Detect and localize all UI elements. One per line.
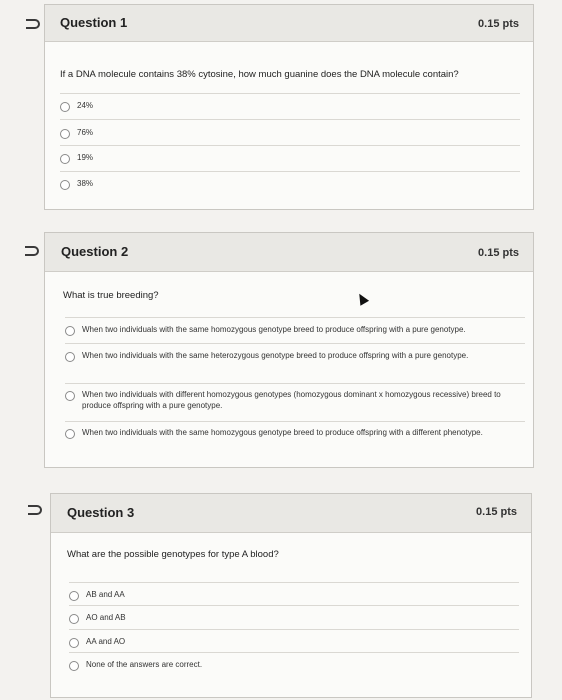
radio-button[interactable] (65, 326, 75, 336)
option-label: When two individuals with different homozygous genotypes (homozygous dominant x homozygous recessive) breed to produce offspring with a pure genotype. (82, 390, 501, 410)
radio-button[interactable] (69, 661, 79, 671)
question-3-flag-icon[interactable] (28, 505, 42, 515)
question-1-prompt: If a DNA molecule contains 38% cytosine, how much guanine does the DNA molecule contain? (60, 69, 459, 80)
radio-button[interactable] (65, 352, 75, 362)
radio-button[interactable] (60, 129, 70, 139)
question-2-card (44, 232, 534, 468)
option-label: AA and AO (86, 637, 126, 646)
question-1-card (44, 4, 534, 210)
question-2-option-3[interactable] (65, 383, 525, 419)
radio-button[interactable] (60, 154, 70, 164)
question-3-points: 0.15 pts (476, 506, 517, 518)
radio-button[interactable] (69, 638, 79, 648)
question-1-flag-icon[interactable] (26, 19, 40, 29)
question-2-points: 0.15 pts (478, 247, 519, 259)
option-label: AO and AB (86, 613, 126, 622)
option-label: None of the answers are correct. (86, 660, 203, 669)
question-1-option-4[interactable] (60, 171, 520, 195)
question-3-option-2[interactable] (69, 605, 519, 627)
option-label: 76% (77, 128, 94, 137)
question-1-option-3[interactable] (60, 145, 520, 169)
radio-button[interactable] (65, 391, 75, 401)
radio-button[interactable] (65, 429, 75, 439)
option-label: AB and AA (86, 590, 125, 599)
radio-button[interactable] (69, 591, 79, 601)
question-2-prompt: What is true breeding? (63, 290, 159, 301)
question-2-option-2[interactable] (65, 343, 525, 379)
question-3-title: Question 3 (67, 505, 135, 520)
question-3-prompt: What are the possible genotypes for type A blood? (67, 549, 279, 560)
question-1-points: 0.15 pts (478, 18, 519, 30)
radio-button[interactable] (60, 180, 70, 190)
radio-button[interactable] (69, 614, 79, 624)
option-label: 38% (77, 179, 94, 188)
question-2-title: Question 2 (61, 244, 129, 259)
question-1-option-1[interactable] (60, 93, 520, 115)
question-3-option-3[interactable] (69, 629, 519, 651)
radio-button[interactable] (60, 102, 70, 112)
question-3-option-1[interactable] (69, 582, 519, 604)
option-label: When two individuals with the same homozygous genotype breed to produce offspring with a pure genotype. (82, 325, 466, 334)
question-3-option-4[interactable] (69, 652, 519, 674)
question-3-card (50, 493, 532, 698)
question-1-option-2[interactable] (60, 119, 520, 143)
option-label: 19% (77, 153, 94, 162)
option-label: When two individuals with the same heterozygous genotype breed to produce offspring with a pure genotype. (82, 351, 469, 360)
question-2-flag-icon[interactable] (25, 246, 39, 256)
question-1-title: Question 1 (60, 15, 128, 30)
question-2-option-1[interactable] (65, 317, 525, 341)
option-label: 24% (77, 101, 94, 110)
option-label: When two individuals with the same homozygous genotype breed to produce offspring with a different phenotype. (82, 428, 483, 437)
question-2-option-4[interactable] (65, 421, 525, 459)
